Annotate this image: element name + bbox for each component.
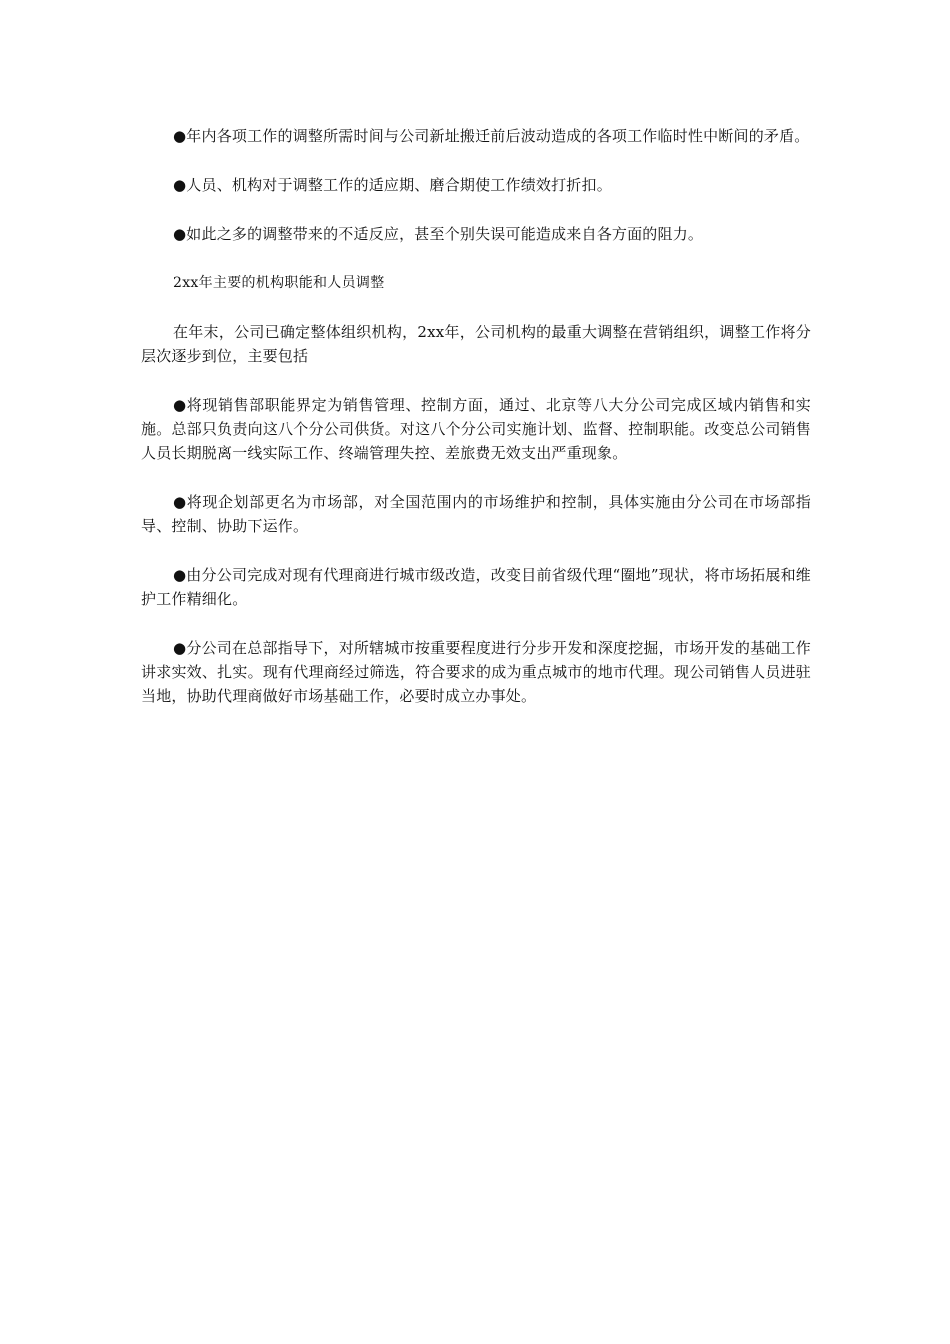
bullet-paragraph-agent-reform: ●由分公司完成对现有代理商进行城市级改造，改变目前省级代理“圈地”现状，将市场拓展和维护工作精细化。 xyxy=(141,566,811,608)
bullet-paragraph-adaptation-period: ●人员、机构对于调整工作的适应期、磨合期使工作绩效打折扣。 xyxy=(173,176,612,194)
section-heading: 2xx年主要的机构职能和人员调整 xyxy=(173,275,385,291)
bullet-paragraph-schedule-conflict: ●年内各项工作的调整所需时间与公司新址搬迁前后波动造成的各项工作临时性中断间的矛盾。 xyxy=(173,127,810,145)
document-body xyxy=(141,124,811,733)
bullet-paragraph-resistance: ●如此之多的调整带来的不适反应，甚至个别失误可能造成来自各方面的阻力。 xyxy=(173,225,704,243)
intro-paragraph: 在年末，公司已确定整体组织机构，2xx年，公司机构的最重大调整在营销组织，调整工作将分层次逐步到位，主要包括 xyxy=(141,323,811,365)
bullet-paragraph-city-development: ●分公司在总部指导下，对所辖城市按重要程度进行分步开发和深度挖掘，市场开发的基础工作讲求实效、扎实。现有代理商经过筛选，符合要求的成为重点城市的地市代理。现公司销售人员进驻当地，协助代理商做好市场基础工作，必要时成立办事处。 xyxy=(141,639,811,705)
bullet-paragraph-sales-department: ●将现销售部职能界定为销售管理、控制方面，通过、北京等八大分公司完成区域内销售和实施。总部只负责向这八个分公司供货。对这八个分公司实施计划、监督、控制职能。改变总公司销售人员长期脱离一线实际工作、终端管理失控、差旅费无效支出严重现象。 xyxy=(141,396,811,462)
bullet-paragraph-marketing-department: ●将现企划部更名为市场部，对全国范围内的市场维护和控制，具体实施由分公司在市场部指导、控制、协助下运作。 xyxy=(141,493,811,535)
